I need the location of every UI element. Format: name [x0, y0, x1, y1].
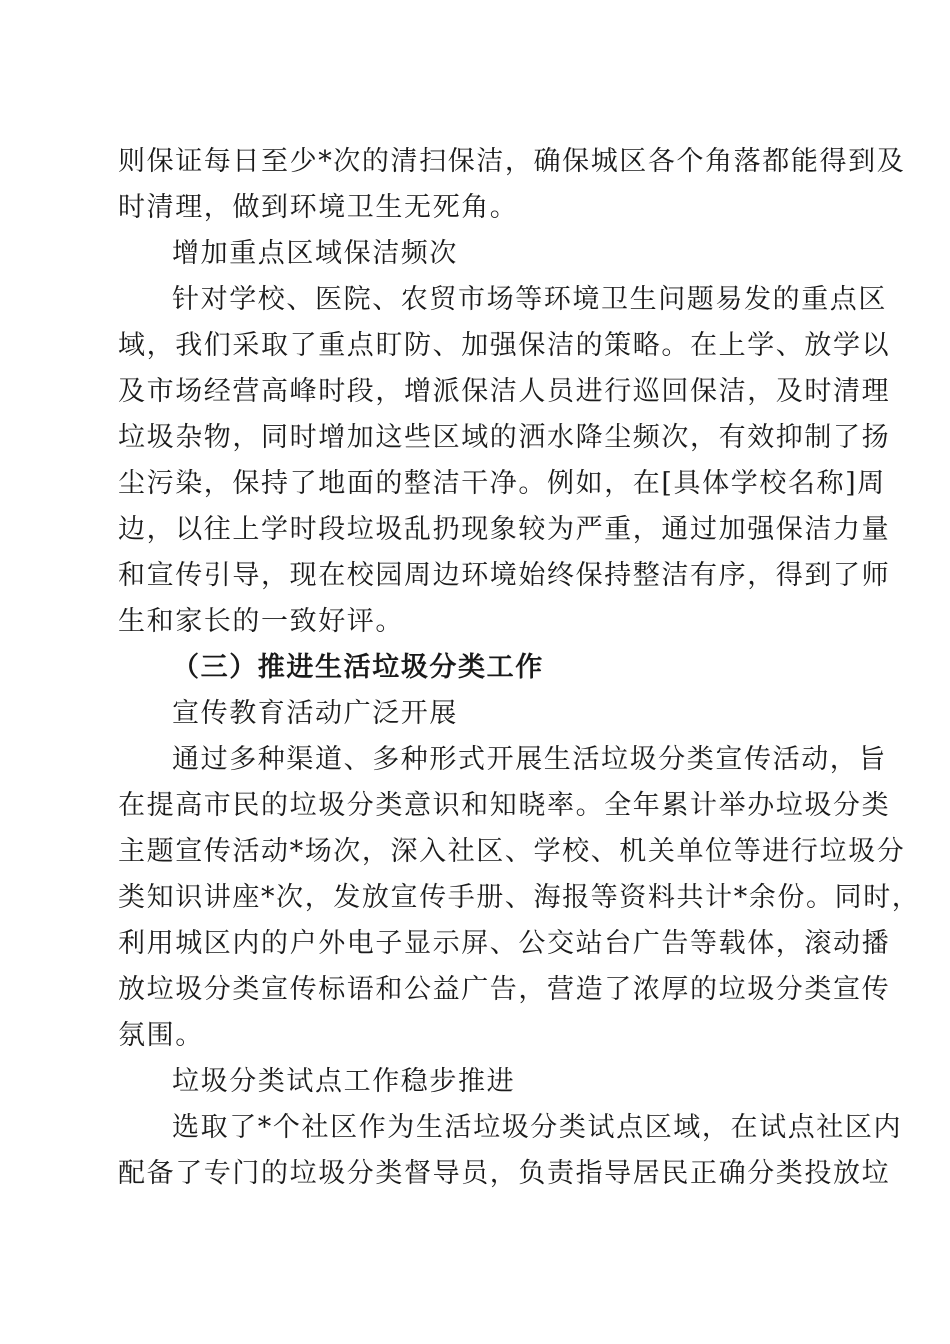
paragraph-line: 主题宣传活动*场次，深入社区、学校、机关单位等进行垃圾分 [118, 836, 906, 867]
paragraph-line: 在提高市民的垃圾分类意识和知晓率。全年累计举办垃圾分类 [118, 790, 891, 821]
paragraph-line: 放垃圾分类宣传标语和公益广告，营造了浓厚的垃圾分类宣传 [118, 974, 891, 1005]
paragraph-line: 配备了专门的垃圾分类督导员，负责指导居民正确分类投放垃 [118, 1158, 891, 1189]
paragraph-line: 尘污染，保持了地面的整洁干净。例如，在[具体学校名称]周 [118, 468, 886, 499]
paragraph-line: 针对学校、医院、农贸市场等环境卫生问题易发的重点区 [172, 284, 887, 315]
subheading: 增加重点区域保洁频次 [172, 238, 458, 269]
paragraph-line: 类知识讲座*次，发放宣传手册、海报等资料共计*余份。同时， [118, 882, 921, 913]
paragraph-line: 时清理，做到环境卫生无死角。 [118, 192, 519, 223]
subheading: 宣传教育活动广泛开展 [172, 698, 458, 729]
paragraph-line: 通过多种渠道、多种形式开展生活垃圾分类宣传活动，旨 [172, 744, 887, 775]
paragraph-line: 边，以往上学时段垃圾乱扔现象较为严重，通过加强保洁力量 [118, 514, 891, 545]
paragraph-line: 垃圾杂物，同时增加这些区域的洒水降尘频次，有效抑制了扬 [118, 422, 891, 453]
paragraph-line: 及市场经营高峰时段，增派保洁人员进行巡回保洁，及时清理 [118, 376, 891, 407]
paragraph-line: 利用城区内的户外电子显示屏、公交站台广告等载体，滚动播 [118, 928, 891, 959]
paragraph-line: 生和家长的一致好评。 [118, 606, 404, 637]
paragraph-line: 则保证每日至少*次的清扫保洁，确保城区各个角落都能得到及 [118, 146, 906, 177]
section-heading: （三）推进生活垃圾分类工作 [172, 652, 544, 683]
paragraph-line: 域，我们采取了重点盯防、加强保洁的策略。在上学、放学以 [118, 330, 891, 361]
subheading: 垃圾分类试点工作稳步推进 [172, 1066, 516, 1097]
paragraph-line: 氛围。 [118, 1020, 204, 1051]
paragraph-line: 选取了*个社区作为生活垃圾分类试点区域，在试点社区内 [172, 1112, 903, 1143]
paragraph-line: 和宣传引导，现在校园周边环境始终保持整洁有序，得到了师 [118, 560, 891, 591]
